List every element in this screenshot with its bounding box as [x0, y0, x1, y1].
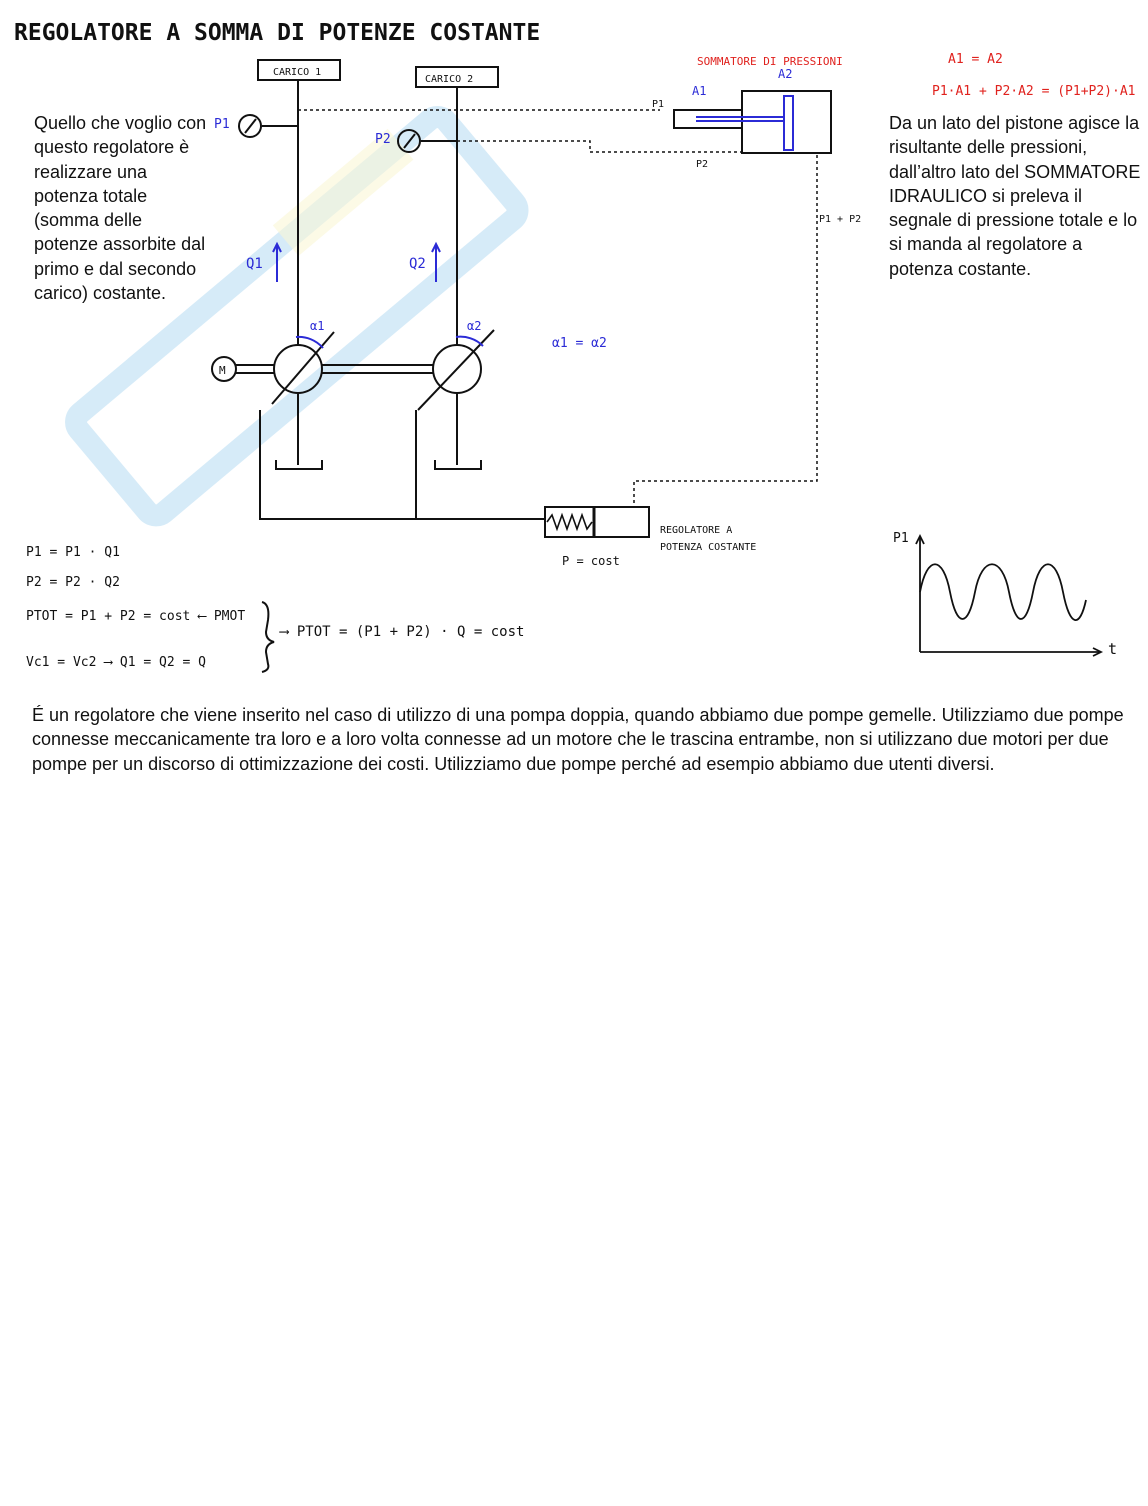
p1-line-label: P1 [652, 99, 665, 110]
alpha-eq-label: α1 = α2 [552, 336, 607, 351]
left-note: Quello che voglio con questo regolatore è realizzare una potenza totale (somma delle potenze assorbite dal primo e dal secondo carico) costante. [34, 113, 207, 304]
p-sum-label: P1 + P2 [819, 214, 862, 225]
area-equation: A1 = A2 [948, 52, 1003, 67]
pump-1-icon [274, 345, 322, 393]
body-paragraph: É un regolatore che viene inserito nel caso di utilizzo di una pompa doppia, quando abbiamo due pompe gemelle. Utilizziamo due pompe connesse meccanicamente tra loro e a loro volta connesse ad un motore che le trascina entrambe, non si utilizzano due motori per due pompe per un discorso di ottimizzazione dei costi. Utilizziamo due pompe perché ad esempio abbiamo due utenti diversi. [32, 705, 1124, 774]
p2-line-label: P2 [696, 159, 709, 170]
graph-x-label: t [1108, 640, 1118, 658]
p2-gauge-label: P2 [375, 132, 391, 147]
page-title: REGOLATORE A SOMMA DI POTENZE COSTANTE [14, 20, 541, 46]
brace [262, 602, 274, 672]
right-note: Da un lato del pistone agisce la risultante delle pressioni, dall’altro lato del SOMMATORE IDRAULICO si preleva il segnale di pressione totale e lo si manda al regolatore a potenza costante. [889, 113, 1141, 279]
force-equation: P1·A1 + P2·A2 = (P1+P2)·A1 [932, 84, 1136, 99]
p1-gauge-label: P1 [214, 117, 230, 132]
motor-label: M [219, 364, 226, 377]
pressure-time-graph [916, 536, 1101, 656]
load-1-label: CARICO 1 [273, 67, 322, 78]
equation-2: P2 = P2 · Q2 [26, 575, 120, 590]
equation-1: P1 = P1 · Q1 [26, 545, 120, 560]
equation-3: PTOT = P1 + P2 = cost ⟵ PMOT [26, 609, 246, 624]
hydraulic-diagram [0, 0, 1148, 690]
constant-power-regulator [545, 507, 649, 537]
summer-title: SOMMATORE DI PRESSIONI [697, 55, 843, 68]
q2-label: Q2 [409, 256, 426, 272]
load-2-label: CARICO 2 [425, 74, 474, 85]
a1-label: A1 [692, 84, 707, 98]
equation-4: Vc1 = Vc2 ⟶ Q1 = Q2 = Q [26, 655, 207, 670]
regulator-label-2: POTENZA COSTANTE [660, 542, 757, 553]
alpha2-label: α2 [467, 319, 482, 333]
p-const-label: P = cost [562, 554, 620, 568]
q1-label: Q1 [246, 256, 263, 272]
a2-label: A2 [778, 67, 793, 81]
regulator-label-1: REGOLATORE A [660, 525, 733, 536]
graph-wave [920, 564, 1086, 620]
graph-y-label: P1 [893, 531, 909, 546]
alpha1-label: α1 [310, 319, 325, 333]
equation-result: ⟶ PTOT = (P1 + P2) · Q = cost [280, 624, 525, 640]
